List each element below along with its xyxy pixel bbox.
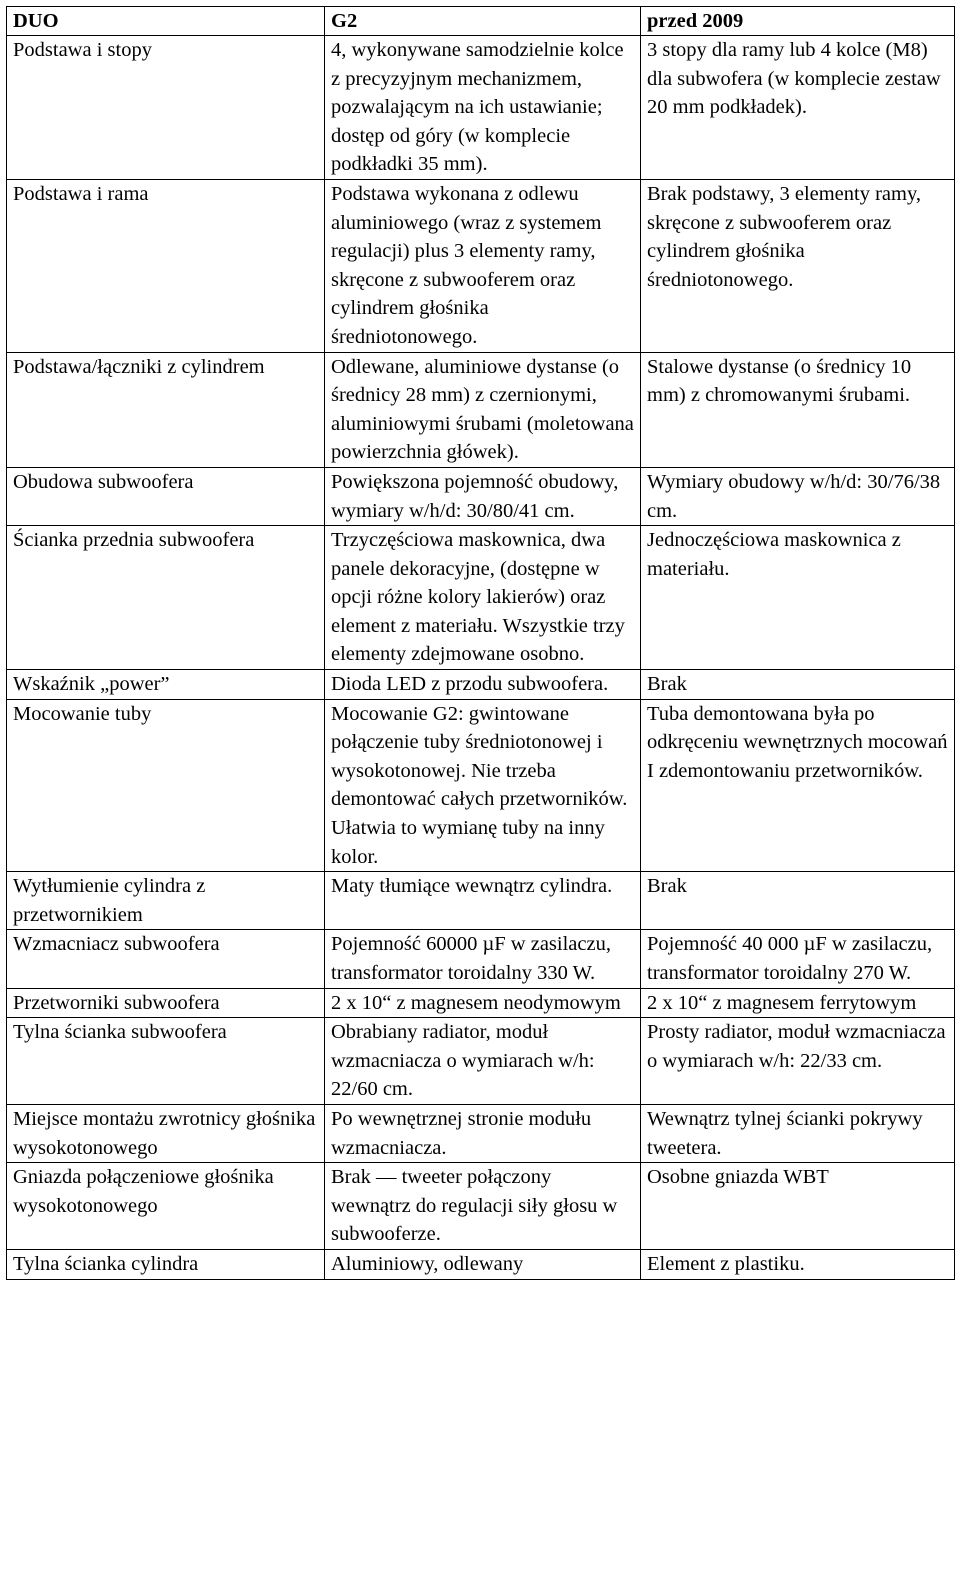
g2-cell: Podstawa wykonana z odlewu aluminiowego (wraz z systemem regulacji) plus 3 elementy ramy, skręcone z subwooferem oraz cylindrem głośnika średniotonowego. bbox=[325, 179, 641, 352]
table-row bbox=[7, 1163, 955, 1250]
g2-cell: Trzyczęściowa maskownica, dwa panele dekoracyjne, (dostępne w opcji różne kolory lakierów) oraz element z materiału. Wszystkie trzy elementy zdejmowane osobno. bbox=[325, 526, 641, 670]
feature-cell: Obudowa subwoofera bbox=[7, 467, 325, 525]
feature-cell: Ścianka przednia subwoofera bbox=[7, 526, 325, 670]
feature-cell: Wskaźnik „power” bbox=[7, 670, 325, 700]
old-cell: Brak bbox=[641, 872, 955, 930]
header-g2: G2 bbox=[325, 7, 641, 36]
comparison-document bbox=[6, 6, 954, 1280]
feature-cell: Przetworniki subwoofera bbox=[7, 988, 325, 1018]
g2-cell: Odlewane, aluminiowe dystanse (o średnicy 28 mm) z czernionymi, aluminiowymi śrubami (moletowana powierzchnia główek). bbox=[325, 352, 641, 467]
table-row bbox=[7, 352, 955, 467]
old-cell: Osobne gniazda WBT bbox=[641, 1163, 955, 1250]
table-row bbox=[7, 670, 955, 700]
table-row bbox=[7, 872, 955, 930]
header-row bbox=[7, 7, 955, 36]
g2-cell: 2 x 10“ z magnesem neodymowym bbox=[325, 988, 641, 1018]
old-cell: Prosty radiator, moduł wzmacniacza o wymiarach w/h: 22/33 cm. bbox=[641, 1018, 955, 1105]
g2-cell: Mocowanie G2: gwintowane połączenie tuby średniotonowej i wysokotonowej. Nie trzeba demontować całych przetworników. Ułatwia to wymianę tuby na inny kolor. bbox=[325, 699, 641, 872]
g2-cell: Maty tłumiące wewnątrz cylindra. bbox=[325, 872, 641, 930]
table-row bbox=[7, 36, 955, 180]
table-row bbox=[7, 699, 955, 872]
g2-cell: Pojemność 60000 µF w zasilaczu, transformator toroidalny 330 W. bbox=[325, 930, 641, 988]
feature-cell: Wytłumienie cylindra z przetwornikiem bbox=[7, 872, 325, 930]
table-row bbox=[7, 467, 955, 525]
g2-cell: Powiększona pojemność obudowy, wymiary w/h/d: 30/80/41 cm. bbox=[325, 467, 641, 525]
old-cell: Pojemność 40 000 µF w zasilaczu, transformator toroidalny 270 W. bbox=[641, 930, 955, 988]
table-row bbox=[7, 1104, 955, 1162]
table-row bbox=[7, 1249, 955, 1279]
feature-cell: Podstawa/łączniki z cylindrem bbox=[7, 352, 325, 467]
g2-cell: 4, wykonywane samodzielnie kolce z precyzyjnym mechanizmem, pozwalającym na ich ustawianie; dostęp od góry (w komplecie podkładki 35 mm). bbox=[325, 36, 641, 180]
feature-cell: Gniazda połączeniowe głośnika wysokotonowego bbox=[7, 1163, 325, 1250]
feature-cell: Miejsce montażu zwrotnicy głośnika wysokotonowego bbox=[7, 1104, 325, 1162]
old-cell: Tuba demontowana była po odkręceniu wewnętrznych mocowań I zdemontowaniu przetworników. bbox=[641, 699, 955, 872]
old-cell: Wewnątrz tylnej ścianki pokrywy tweetera. bbox=[641, 1104, 955, 1162]
feature-cell: Wzmacniacz subwoofera bbox=[7, 930, 325, 988]
old-cell: Jednoczęściowa maskownica z materiału. bbox=[641, 526, 955, 670]
old-cell: Brak bbox=[641, 670, 955, 700]
feature-cell: Tylna ścianka cylindra bbox=[7, 1249, 325, 1279]
old-cell: 3 stopy dla ramy lub 4 kolce (M8) dla subwofera (w komplecie zestaw 20 mm podkładek). bbox=[641, 36, 955, 180]
feature-cell: Tylna ścianka subwoofera bbox=[7, 1018, 325, 1105]
old-cell: Brak podstawy, 3 elementy ramy, skręcone z subwooferem oraz cylindrem głośnika średniotonowego. bbox=[641, 179, 955, 352]
table-row bbox=[7, 1018, 955, 1105]
table-row bbox=[7, 930, 955, 988]
g2-cell: Dioda LED z przodu subwoofera. bbox=[325, 670, 641, 700]
header-model: DUO bbox=[7, 7, 325, 36]
feature-cell: Mocowanie tuby bbox=[7, 699, 325, 872]
header-before-2009: przed 2009 bbox=[641, 7, 955, 36]
g2-cell: Brak — tweeter połączony wewnątrz do regulacji siły głosu w subwooferze. bbox=[325, 1163, 641, 1250]
table-row bbox=[7, 988, 955, 1018]
comparison-table bbox=[6, 6, 955, 1280]
g2-cell: Obrabiany radiator, moduł wzmacniacza o wymiarach w/h: 22/60 cm. bbox=[325, 1018, 641, 1105]
old-cell: 2 x 10“ z magnesem ferrytowym bbox=[641, 988, 955, 1018]
old-cell: Stalowe dystanse (o średnicy 10 mm) z chromowanymi śrubami. bbox=[641, 352, 955, 467]
table-row bbox=[7, 179, 955, 352]
table-row bbox=[7, 526, 955, 670]
feature-cell: Podstawa i rama bbox=[7, 179, 325, 352]
old-cell: Element z plastiku. bbox=[641, 1249, 955, 1279]
old-cell: Wymiary obudowy w/h/d: 30/76/38 cm. bbox=[641, 467, 955, 525]
g2-cell: Aluminiowy, odlewany bbox=[325, 1249, 641, 1279]
feature-cell: Podstawa i stopy bbox=[7, 36, 325, 180]
g2-cell: Po wewnętrznej stronie modułu wzmacniacza. bbox=[325, 1104, 641, 1162]
